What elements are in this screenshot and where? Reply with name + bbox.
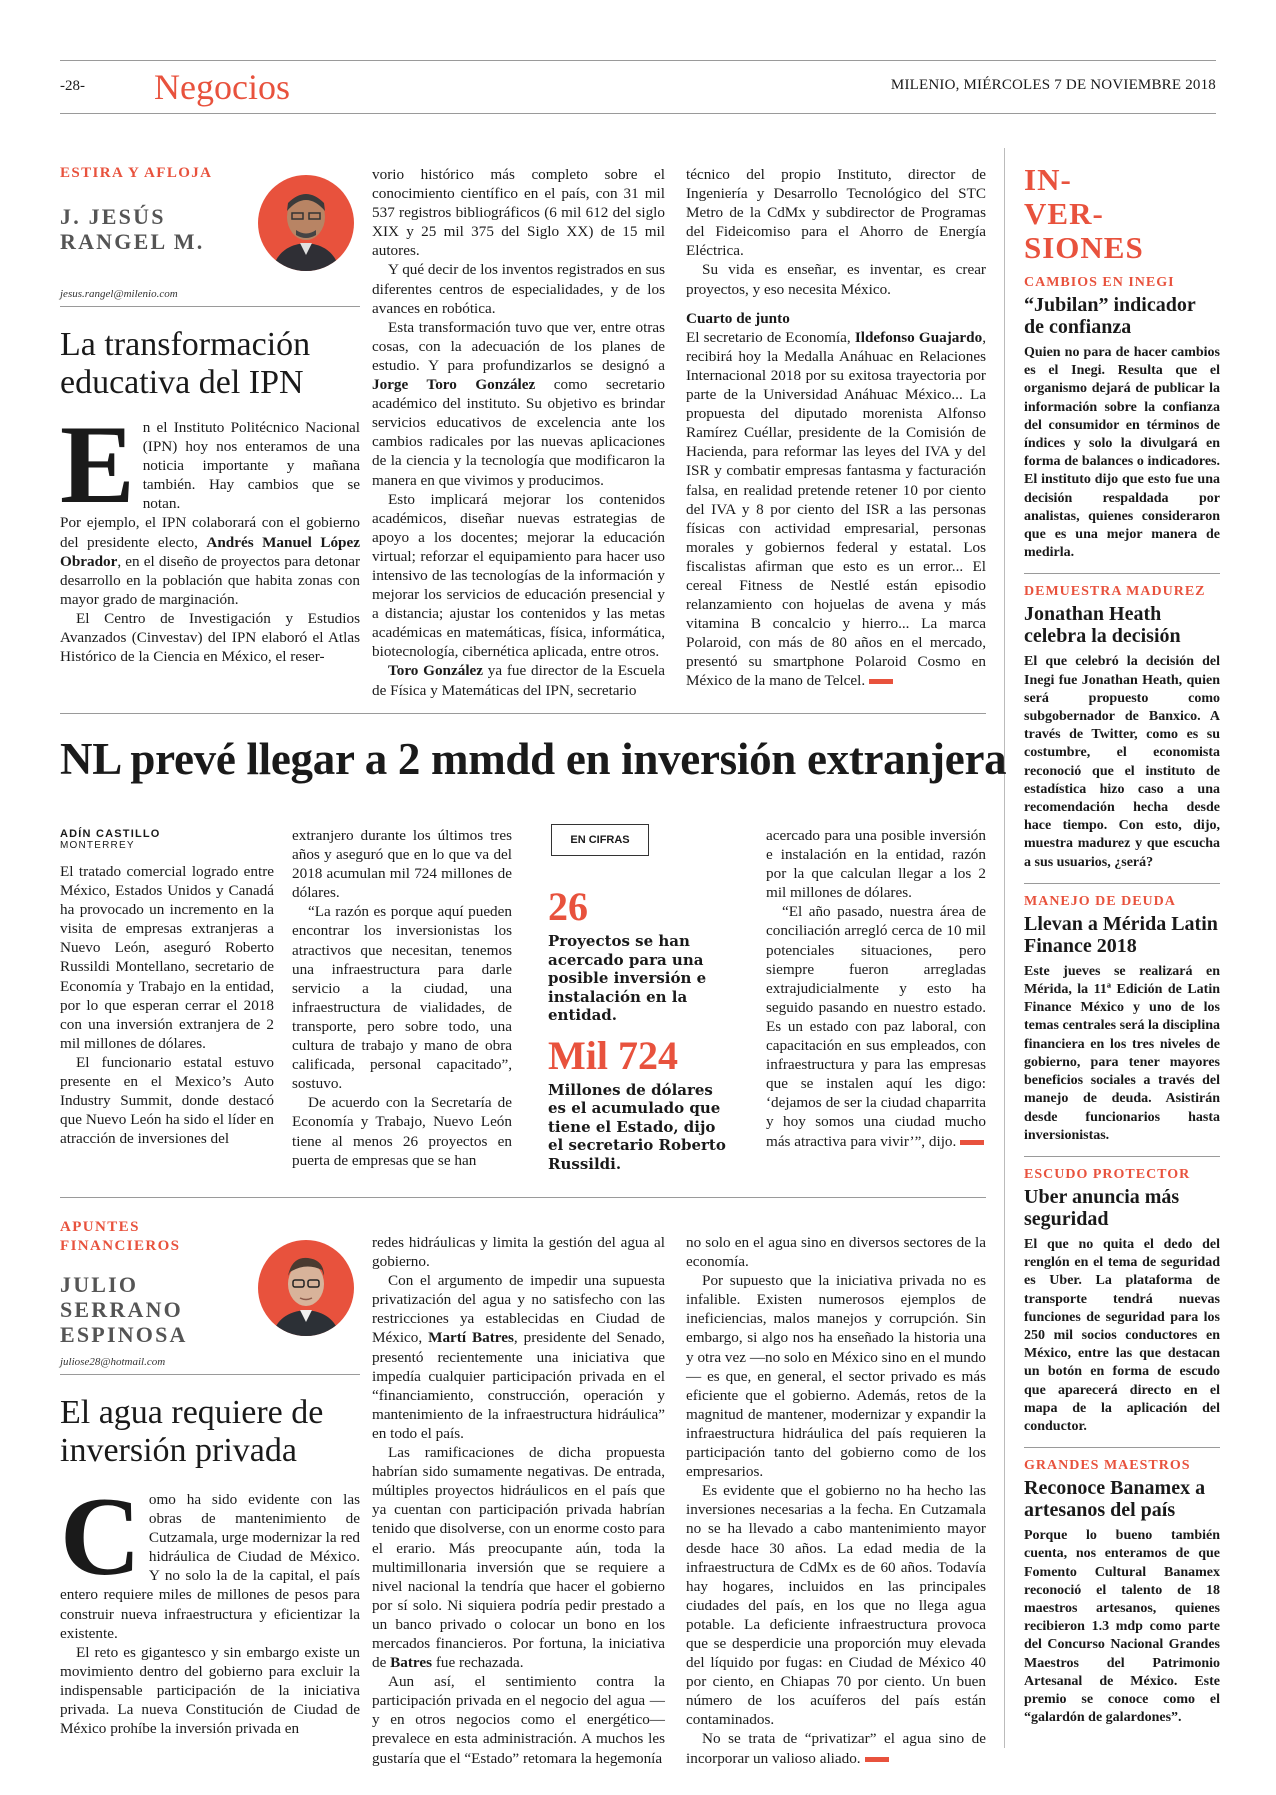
article-body-nl-col4 (766, 826, 986, 1151)
author-line: J. JESÚS (60, 204, 166, 229)
author-email: juliose28@hotmail.com (60, 1356, 166, 1368)
drop-cap: C (60, 1475, 141, 1599)
paragraph: No se trata de “privatizar” el agua sino de incorporar un valioso aliado. (686, 1730, 986, 1767)
paragraph: “El año pasado, nuestra área de conciliación arregló cerca de 10 mil potenciales situaciones, pero siempre fueron arregladas extrajudicialmente y esto ha seguido pasando en nuestro estado. Es un estado con paz laboral, con capacitación en sus empleados, con infraestructura y para las empresas que se instalen aquí les digo: ‘dejamos de ser la ciudad chaparrita y hoy somos una ciudad mucho más atractiva para vivir’”, dijo. (766, 903, 986, 1150)
author-line: RANGEL M. (60, 229, 205, 254)
byline (60, 828, 161, 851)
article-body-nl-col1 (60, 862, 274, 1148)
subhead: Cuarto de junto (686, 309, 790, 327)
sidebar-item-headline: Reconoce Banamex a artesanos del país (1024, 1477, 1206, 1522)
sidebar-inversiones (1024, 163, 1220, 1738)
paragraph: El reto es gigantesco y sin embargo existe un movimiento dentro del gobierno para excluir la indispensable participación de la iniciativa privada. La nueva Constitución de Ciudad de México prohíbe la inversión privada en (60, 1643, 360, 1738)
article-body-col3: técnico del propio Instituto, director de Ingeniería y Desarrollo Tecnológico del STC Metro de la CdMx y subdirector de Programas del Fideicomiso para el Ahorro de Energía Eléctrica. Su vida es enseñar, es inventar, es crear proyectos, y eso necesita México. Cuarto de junto El secretario de Economía, Ildefonso Guajardo, recibirá hoy la Medalla Anáhuac en Relaciones Internacional 2018 por su exitosa trayectoria por parte de la Universidad Anáhuac México... La propuesta del diputado morenista Alfonso Ramírez Cuéllar, presidente de la Comisión de Hacienda, para reformar las leyes del IVA y del ISR y combatir empresas fantasma y facturación falsa, en realidad pretende retener 10 por ciento del IVA y 8 por ciento del ISR a las personas físicas con actividad empresarial, personas morales y gobiernos federal y estatal. Los fiscalistas afirman que esto es un error... El cereal Fitness de Nestlé están episodio relanzamiento con hojuelas de avena y más vitamina B concalcio y hierro... La marca Polaroid, con más de 80 años en el mercado, presentó su smartphone Polaroid Cosmo en México de la mano de Telcel. (686, 166, 986, 690)
sidebar-item-headline: Jonathan Heath celebra la decisión (1024, 603, 1181, 648)
page-number: -28- (60, 78, 85, 94)
stat-desc: Proyectos se han acercado para una posible inversión e instalación en la entidad. (548, 932, 707, 1024)
column-author (60, 204, 204, 254)
portrait-icon (258, 175, 354, 271)
author-line: SERRANO (60, 1297, 183, 1322)
sidebar-item-body: Quien no para de hacer cambios es el Inegi. Resulta que el organismo dejará de publicar la información sobre la confianza del consumidor en términos de índices y solo la divulgará en forma de balances o indicadores. El instituto dijo que esto fue una decisión respaldada por analistas, quienes consideraron que es una mejor manera de medirla. (1024, 345, 1220, 561)
sidebar-item (1024, 894, 1220, 1145)
paragraph: redes hidráulicas y limita la gestión del agua al gobierno. (372, 1234, 665, 1271)
article-body-nl-col2 (292, 826, 512, 1170)
column-kicker: APUNTES FINANCIEROS (60, 1219, 181, 1254)
sidebar-separator (1024, 1447, 1220, 1448)
story-rule (60, 1197, 986, 1198)
sidebar-item (1024, 1458, 1220, 1727)
paragraph: vorio histórico más completo sobre el conocimiento científico en el país, con 31 mil 537 registros bibliográficos (6 mil 612 del siglo XIX y 25 mil 375 del Siglo XX) de 15 mil autores. (372, 166, 665, 260)
sidebar-item-kicker: GRANDES MAESTROS (1024, 1458, 1191, 1474)
sidebar-separator (1024, 1156, 1220, 1157)
sidebar-item-kicker: CAMBIOS EN INEGI (1024, 275, 1175, 290)
paragraph: Y qué decir de los inventos registrados en sus diferentes centros de especialidades, y de los avances en robótica. (372, 261, 665, 317)
person-name: Toro González (388, 662, 484, 680)
portrait-icon (258, 1240, 354, 1336)
author-avatar (258, 175, 354, 271)
article-body-col2: vorio histórico más completo sobre el conocimiento científico en el país, con 31 mil 537 registros bibliográficos (6 mil 612 del siglo XIX y 25 mil 375 del Siglo XX) de 15 mil autores. Y qué decir de los inventos registrados en sus diferentes centros de especialidades, y de los avances en robótica. Esta transformación tuvo que ver, entre otras cosas, con la adecuación de los planes de estudio. Y para profundizarlos se designó a Jorge Toro González como secretario académico del instituto. Su objetivo es brindar servicios educativos de excelencia ante los cambios radicales por las nuevas aplicaciones de la ciencia y la tecnología que modificaron la manera en que vivimos y producimos. Esto implicará mejorar los contenidos académicos, diseñar nuevas estrategias de apoyo a los docentes; mejorar la educación virtual; reforzar el equipamiento para hacer uso intensivo de las tecnologías de la información y mejorar los servicios de educación presencial y a distancia; ajustar los contenidos y las metas académicas en matemáticas, física, informática, biotecnología, cibernética aplicada, entre otros. Toro González ya fue director de la Escuela de Física y Matemáticas del IPN, secretario (372, 166, 665, 699)
dateline: MILENIO, MIÉRCOLES 7 DE NOVIEMBRE 2018 (890, 77, 1216, 93)
paragraph: Por supuesto que la iniciativa privada no es infalible. Existen numerosos ejemplos de ineficiencias, malos manejos y corrupción. Sin embargo, si algo nos ha enseñado la historia una y otra vez —no solo en México sino en el mundo— es que, en general, el sector privado es más eficiente que el gobierno. Además, retos de la magnitud de mantener, modernizar y expandir la infraestructura hidráulica del país requieren la participación tanto del gobierno como de los empresarios. (686, 1272, 986, 1481)
article-body-col2: redes hidráulicas y limita la gestión del agua al gobierno. Con el argumento de impedir una supuesta privatización del agua y no satisfecho con las restricciones ya establecidas en Ciudad de México, Martí Batres, presidente del Senado, presentó recientemente una iniciativa que impedía cualquier participación privada en el “financiamiento, construcción, operación y mantenimiento de la infraestructura hidráulica” en todo el país. Las ramificaciones de dicha propuesta habrían sido sumamente negativas. De entrada, múltiples proyectos hidráulicos en el país que ya cuentan con participación privada habrían tenido que disolverse, con un enorme costo para el erario. Más preocupante aún, toda la multimillonaria inversión que se requiere a nivel nacional la tendría que hacer el gobierno por sí solo. Ni siquiera podría pedir prestado a un banco privado o colocar un bono en los mercados financieros. Por fortuna, la iniciativa de Batres fue rechazada. Aun así, el sentimiento contra la participación privada en el negocio del agua —y en otros negocios como el energético— prevalece en esta administración. A muchos les gustaría que el “Estado” retomara la hegemonía (372, 1234, 665, 1767)
sidebar-item-kicker: DEMUESTRA MADUREZ (1024, 584, 1206, 600)
section-title: Negocios (154, 67, 290, 107)
sidebar-item-body: El que celebró la decisión del Inegi fue Jonathan Heath, quien será propuesto como subgobernador de Banxico. A través de Twitter, como es su costumbre, el economista reconoció que el instituto de estadística hizo caso a una recomendación hecha desde hace tiempo. Con esto, dijo, muestra madurez y que escucha a sus usuarios, ¿será? (1024, 654, 1220, 870)
paragraph: Es evidente que el gobierno no ha hecho las inversiones necesarias a la fecha. En Cutzamala no se ha llevado a cabo mantenimiento mayor desde hace 30 años. La edad media de la infraestructura de CdMx es de 60 años. Todavía hay hogares, incluidos en las principales ciudades del país, en los que no llega agua potable. La deficiente infraestructura provoca que se desperdicie una proporción muy elevada del líquido por fugas: en Ciudad de México 40 por ciento, en Chiapas 70 por ciento. Un buen número de los acuíferos del país están contaminados. (686, 1482, 986, 1729)
sidebar-divider (1004, 148, 1005, 1748)
sidebar-separator (1024, 883, 1220, 884)
person-name: Jorge Toro González (372, 376, 536, 394)
end-mark (960, 1140, 984, 1145)
person-name: Martí Batres (428, 1329, 514, 1347)
column-rule (60, 306, 360, 307)
paragraph: Aun así, el sentimiento contra la participación privada en el negocio del agua —y en otros negocios como el energético— prevalece en esta administración. A muchos les gustaría que el “Estado” retomara la hegemonía (372, 1673, 665, 1767)
paragraph: El tratado comercial logrado entre México, Estados Unidos y Canadá ha provocado un incremento en la visita de empresas extranjeras a Nuevo León, aseguró Roberto Russildi Montellano, secretario de Economía y Trabajo en la entidad, por lo que esperan cerrar el 2018 con una inversión extranjera de 2 mil millones de dólares. (60, 863, 274, 1052)
sidebar-item-kicker: ESCUDO PROTECTOR (1024, 1166, 1191, 1182)
sidebar-item-body: El que no quita el dedo del renglón en el tema de seguridad es Uber. La plataforma de transporte tendrá nuevas funciones de seguridad para los 250 mil socios conductores en México, entre las que destacan un botón en forma de escudo que aparecerá directo en el mapa de la aplicación del conductor. (1024, 1236, 1220, 1434)
paragraph: “La razón es porque aquí pueden encontrar los inversionistas los atractivos que necesitan, tenemos una infraestructura para darle servicio a la ciudad, una infraestructura de vialidades, de transporte, pero sobre todo, una cultura de trabajo y mano de obra calificada, personal capacitado”, sostuvo. (292, 903, 512, 1093)
sidebar-item-headline: Llevan a Mérida Latin Finance 2018 (1024, 912, 1218, 957)
person-name: Batres (390, 1654, 433, 1672)
paragraph: omo ha sido evidente con las obras de mantenimiento de Cutzamala, urge modernizar la red hidráulica de Ciudad de México. Y no solo la de la capital, el país entero requiere miles de millones de pesos para construir nueva infraestructura y eficientizar la existente. (60, 1491, 360, 1642)
headline: La transformación educativa del IPN (60, 326, 311, 401)
article-body-col3 (686, 1233, 986, 1768)
drop-cap: E (60, 403, 135, 527)
article-body: En el Instituto Politécnico Nacional (IPN) hoy nos enteramos de una noticia importante y mañana también. Hay cambios que se notan. Por ejemplo, el IPN colaborará con el gobierno del presidente electo, Andrés Manuel López Obrador, en el diseño de proyectos para detonar desarrollo en la población que habita zonas con mayor grado de marginación. El Centro de Investigación y Estudios Avanzados (Cinvestav) del IPN elaboró el Atlas Histórico de la Ciencia en México, el reser- (60, 403, 360, 666)
sidebar-item-headline: Uber anuncia más seguridad (1024, 1185, 1180, 1230)
sidebar-item-headline: “Jubilan” indicador de confianza (1024, 294, 1196, 338)
paragraph: no solo en el agua sino en diversos sectores de la economía. (686, 1234, 986, 1271)
sidebar-item-body: Porque lo bueno también cuenta, nos enteramos de que Fomento Cultural Banamex reconoció el talento de 18 maestros artesanos, quienes recibieron 1.3 mdp como parte del Concurso Nacional Grandes Maestros del Patrimonio Artesanal de México. Este premio se conoce como el “galardón de galardones”. (1024, 1528, 1220, 1726)
sidebar-item (1024, 584, 1220, 871)
sidebar-item (1024, 1167, 1220, 1436)
headline: El agua requiere de inversión privada (60, 1394, 324, 1469)
end-mark (869, 679, 893, 684)
sidebar-item (1024, 275, 1220, 562)
stat-desc: Millones de dólares es el acumulado que tiene el Estado, dijo el secretario Roberto Russildi. (548, 1080, 726, 1173)
author-avatar (258, 1240, 354, 1336)
byline-name: ADÍN CASTILLO (60, 828, 161, 840)
paragraph: Esto implicará mejorar los contenidos académicos, diseñar nuevas estrategias de apoyo a los docentes; mejorar la educación virtual; reforzar el equipamiento para hacer uso intensivo de las tecnologías de la información y mejorar los servicios de educación presencial y a distancia; ajustar los contenidos y las metas académicas en matemáticas, física, informática, biotecnología, cibernética aplicada, entre otros. (372, 490, 665, 661)
sidebar-title: IN- VER- SIONES (1024, 162, 1144, 265)
author-line: JULIO (60, 1272, 139, 1297)
headline-nl: NL prevé llegar a 2 mmdd en inversión extranjera (60, 734, 1007, 784)
sidebar-item-kicker: MANEJO DE DEUDA (1024, 893, 1176, 909)
stat-value: 26 (548, 884, 588, 929)
person-name: Ildefonso Guajardo (854, 328, 983, 346)
stat-value: Mil 724 (548, 1032, 678, 1078)
column-kicker: ESTIRA Y AFLOJA (60, 165, 213, 181)
person-name: Andrés Manuel López Obrador (60, 533, 360, 570)
column-rule (60, 1374, 360, 1375)
end-mark (865, 1757, 889, 1762)
article-body (60, 1475, 360, 1738)
paragraph: El Centro de Investigación y Estudios Avanzados (Cinvestav) del IPN elaboró el Atlas Histórico de la Ciencia en México, el reser- (60, 609, 360, 666)
paragraph: acercado para una posible inversión e instalación en la entidad, razón por la que calculan llegar a los 2 mil millones de dólares. (766, 827, 986, 902)
top-rule (60, 60, 1216, 61)
sidebar-item-body: Este jueves se realizará en Mérida, la 11ª Edición de Latin Finance México y uno de los temas centrales será la disciplina financiera en los tres niveles de gobierno, para tener mayores beneficios sociales a través del manejo de deuda. Asistirán desde funcionarios hasta inversionistas. (1024, 963, 1220, 1143)
paragraph: extranjero durante los últimos tres años y aseguró que en lo que va del 2018 acumulan mil 724 millones de dólares. (292, 827, 512, 902)
author-line: ESPINOSA (60, 1322, 188, 1347)
cifras-label: EN CIFRAS (551, 824, 649, 856)
byline-place: MONTERREY (60, 840, 135, 851)
paragraph: Su vida es enseñar, es inventar, es crear proyectos, y eso necesita México. (686, 261, 986, 298)
paragraph: De acuerdo con la Secretaría de Economía y Trabajo, Nuevo León tiene al menos 26 proyectos en puerta de empresas que se han (292, 1094, 512, 1169)
story-rule (60, 713, 986, 714)
author-email: jesus.rangel@milenio.com (60, 288, 178, 300)
paragraph: n el Instituto Politécnico Nacional (IPN) hoy nos enteramos de una noticia importante y mañana también. Hay cambios que se notan. (142, 419, 360, 513)
header-rule (60, 113, 1216, 114)
sidebar-separator (1024, 573, 1220, 574)
paragraph: El funcionario estatal estuvo presente en el Mexico’s Auto Industry Summit, donde destacó que Nuevo León ha sido el líder en atracción de inversiones del (60, 1053, 274, 1148)
paragraph: técnico del propio Instituto, director de Ingeniería y Desarrollo Tecnológico del STC Metro de la CdMx y subdirector de Programas del Fideicomiso para el Ahorro de Energía Eléctrica. (686, 166, 986, 260)
column-author (60, 1272, 188, 1347)
stats-box (548, 886, 730, 1173)
